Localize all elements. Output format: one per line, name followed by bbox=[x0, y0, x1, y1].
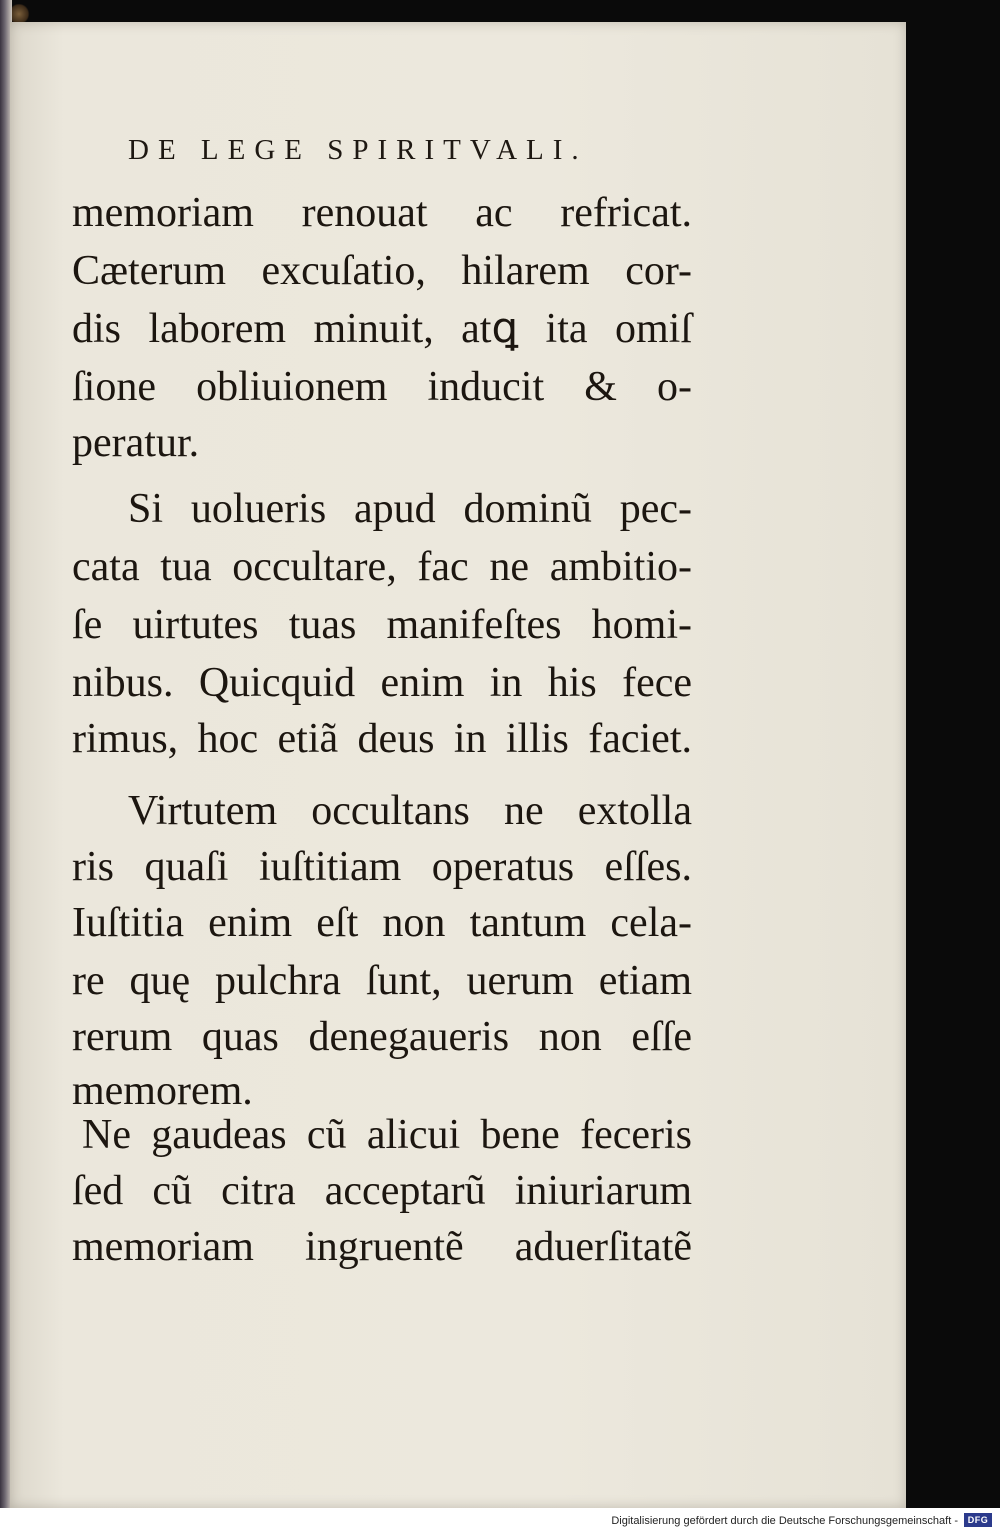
text-line: Cæterum excuſatio, hilarem cor- bbox=[72, 248, 692, 294]
text-line: peratur. bbox=[72, 420, 200, 466]
text-line: ſione obliuionem inducit & o- bbox=[72, 364, 692, 410]
text-line: memoriam renouat ac refricat. bbox=[72, 190, 692, 236]
text-line: ris quaſi iuſtitiam operatus eſſes. bbox=[72, 844, 692, 890]
dfg-logo: DFG bbox=[964, 1513, 992, 1527]
text-line: Si uolueris apud dominũ pec- bbox=[128, 486, 692, 532]
text-line: Ne gaudeas cũ alicui bene feceris bbox=[82, 1112, 692, 1158]
text-line: rerum quas denegaueris non eſſe bbox=[72, 1014, 692, 1060]
text-line: ſed cũ citra acceptarũ iniuriarum bbox=[72, 1168, 692, 1214]
text-line: Iuſtitia enim eſt non tantum cela- bbox=[72, 900, 692, 946]
text-line: rimus, hoc etiã deus in illis faciet. bbox=[72, 716, 692, 762]
running-head: DE LEGE SPIRITVALI. bbox=[128, 134, 588, 166]
book-page bbox=[10, 22, 906, 1508]
text-line: ſe uirtutes tuas manifeſtes homi- bbox=[72, 602, 692, 648]
text-line: cata tua occultare, fac ne ambitio- bbox=[72, 544, 692, 590]
text-line: nibus. Quicquid enim in his fece bbox=[72, 660, 692, 706]
text-line: Virtutem occultans ne extolla bbox=[128, 788, 692, 834]
funding-credit: Digitalisierung gefördert durch die Deutsche Forschungsgemeinschaft - bbox=[611, 1515, 958, 1527]
footer-bar bbox=[0, 1508, 1000, 1531]
text-line: memorem. bbox=[72, 1068, 253, 1114]
text-line: dis laborem minuit, atꝗ ita omiſ bbox=[72, 306, 692, 352]
text-line: re quę pulchra ſunt, uerum etiam bbox=[72, 958, 692, 1004]
text-line: memoriam ingruentẽ aduerſitatẽ bbox=[72, 1224, 692, 1270]
